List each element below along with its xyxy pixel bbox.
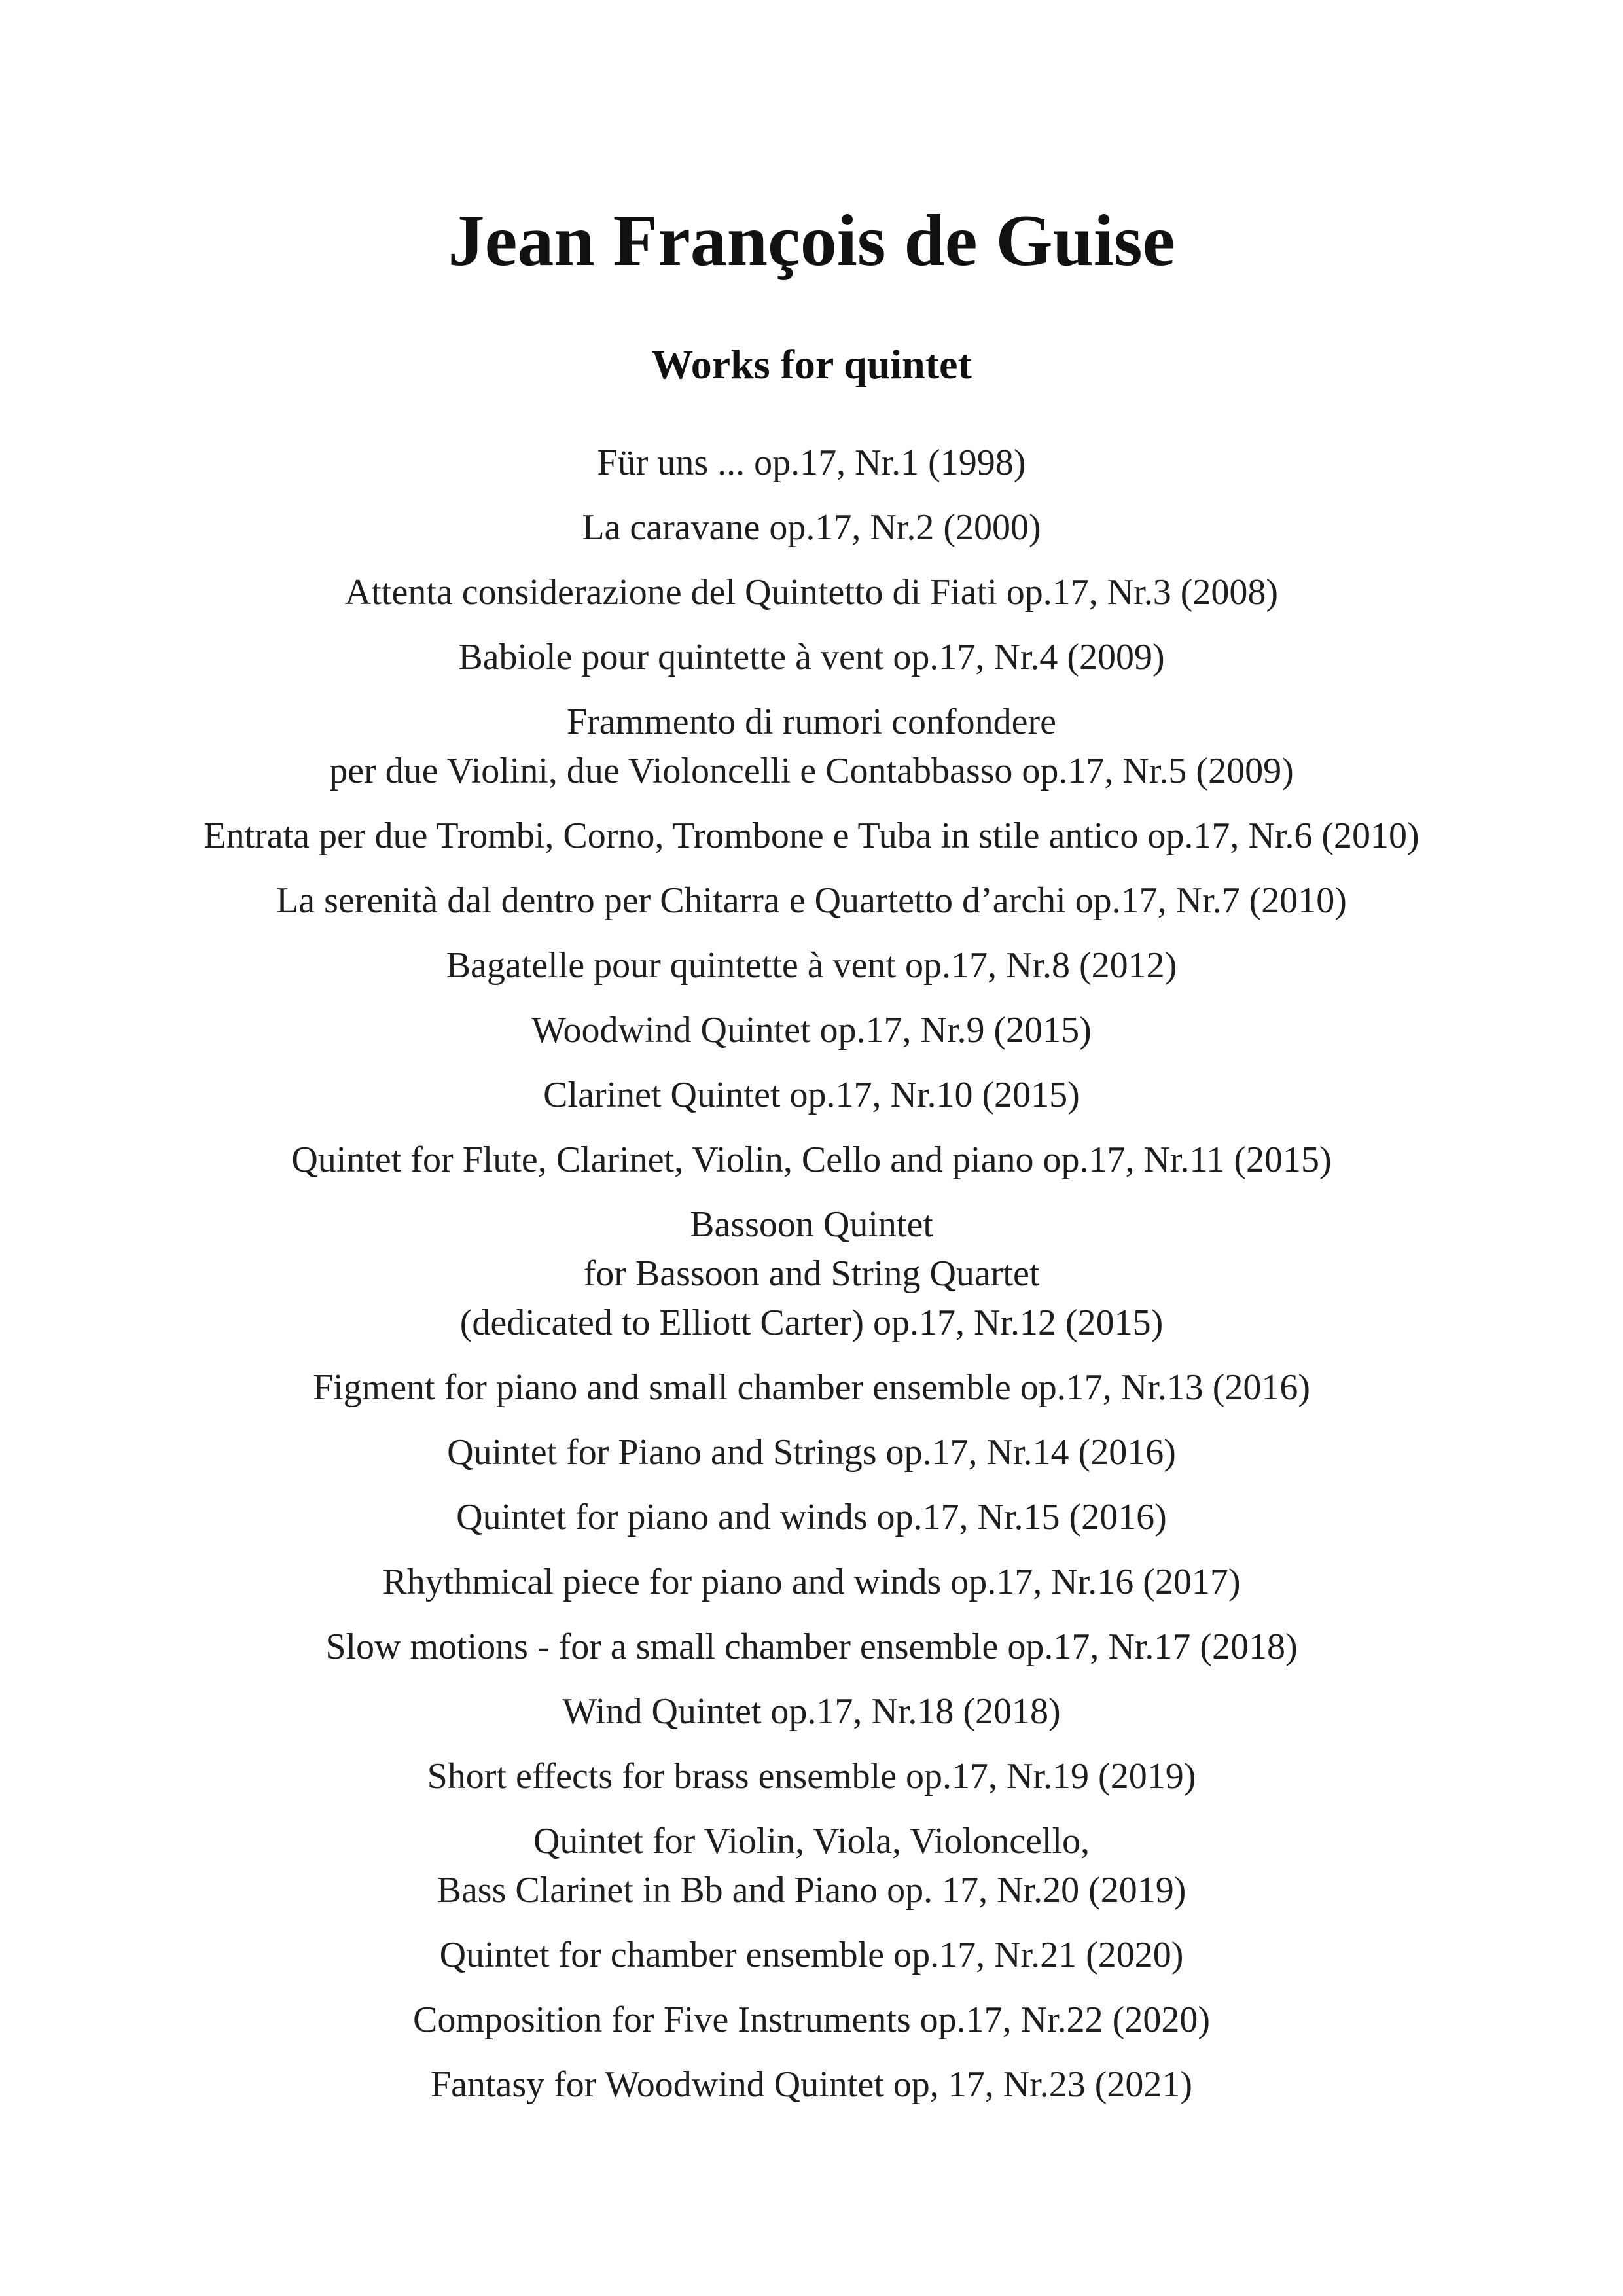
- work-title-line: Quintet for Violin, Viola, Violoncello,: [533, 1821, 1090, 1861]
- work-entry: [0, 439, 1623, 488]
- work-title-line: Short effects for brass ensemble op.17, Nr.19 (2019): [427, 1756, 1196, 1797]
- work-title-line: La caravane op.17, Nr.2 (2000): [582, 507, 1041, 548]
- work-title-line: Composition for Five Instruments op.17, Nr.22 (2020): [413, 2000, 1210, 2040]
- work-title-line: (dedicated to Elliott Carter) op.17, Nr.12 (2015): [459, 1302, 1164, 1343]
- work-entry: [0, 1558, 1623, 1607]
- section-heading: Works for quintet: [651, 341, 972, 387]
- work-entry: [0, 1687, 1623, 1736]
- work-entry: [0, 812, 1623, 861]
- work-title-line: Fantasy for Woodwind Quintet op, 17, Nr.23 (2021): [430, 2064, 1193, 2105]
- work-entry: [0, 1996, 1623, 2045]
- work-title-line: Quintet for Piano and Strings op.17, Nr.14 (2016): [447, 1432, 1176, 1473]
- work-title-line: Bass Clarinet in Bb and Piano op. 17, Nr.20 (2019): [437, 1870, 1186, 1910]
- work-entry: [0, 1623, 1623, 1672]
- work-title-line: Rhythmical piece for piano and winds op.17, Nr.16 (2017): [382, 1562, 1241, 1602]
- work-entry: [0, 1428, 1623, 1477]
- work-entry: [0, 1136, 1623, 1185]
- work-title-line: Quintet for chamber ensemble op.17, Nr.21 (2020): [439, 1935, 1184, 1975]
- work-entry: [0, 876, 1623, 925]
- work-entry: [0, 1752, 1623, 1801]
- work-entry: [0, 568, 1623, 617]
- work-entry: [0, 698, 1623, 796]
- works-list: [0, 439, 1623, 2125]
- work-title-line: Wind Quintet op.17, Nr.18 (2018): [562, 1691, 1061, 1732]
- work-title-line: Entrata per due Trombi, Corno, Trombone e Tuba in stile antico op.17, Nr.6 (2010): [204, 816, 1419, 856]
- work-entry: [0, 503, 1623, 552]
- work-title-line: Figment for piano and small chamber ensemble op.17, Nr.13 (2016): [312, 1367, 1311, 1408]
- work-entry: [0, 1071, 1623, 1120]
- work-title-line: for Bassoon and String Quartet: [583, 1253, 1040, 1294]
- work-entry: [0, 1493, 1623, 1542]
- work-title-line: Bassoon Quintet: [690, 1204, 933, 1245]
- work-title-line: Slow motions - for a small chamber ensemble op.17, Nr.17 (2018): [325, 1626, 1298, 1667]
- work-title-line: Für uns ... op.17, Nr.1 (1998): [597, 442, 1026, 483]
- work-title-line: Frammento di rumori confondere: [566, 702, 1056, 742]
- work-title-line: Quintet for piano and winds op.17, Nr.15 (2016): [456, 1497, 1167, 1537]
- work-entry: [0, 1200, 1623, 1348]
- work-title-line: Attenta considerazione del Quintetto di Fiati op.17, Nr.3 (2008): [344, 572, 1279, 613]
- work-entry: [0, 1363, 1623, 1412]
- work-title-line: Babiole pour quintette à vent op.17, Nr.4 (2009): [458, 637, 1165, 677]
- work-entry: [0, 1931, 1623, 1980]
- work-title-line: La serenità dal dentro per Chitarra e Quartetto d’archi op.17, Nr.7 (2010): [276, 880, 1347, 921]
- work-title-line: Bagatelle pour quintette à vent op.17, Nr.8 (2012): [446, 945, 1177, 986]
- work-entry: [0, 633, 1623, 682]
- work-entry: [0, 941, 1623, 990]
- work-entry: [0, 1817, 1623, 1915]
- composer-name: Jean François de Guise: [448, 200, 1175, 281]
- work-entry: [0, 2060, 1623, 2109]
- work-title-line: Woodwind Quintet op.17, Nr.9 (2015): [531, 1010, 1092, 1050]
- work-entry: [0, 1006, 1623, 1055]
- work-title-line: Clarinet Quintet op.17, Nr.10 (2015): [543, 1075, 1080, 1115]
- work-title-line: per due Violini, due Violoncelli e Contabbasso op.17, Nr.5 (2009): [329, 751, 1294, 791]
- work-title-line: Quintet for Flute, Clarinet, Violin, Cello and piano op.17, Nr.11 (2015): [291, 1139, 1332, 1180]
